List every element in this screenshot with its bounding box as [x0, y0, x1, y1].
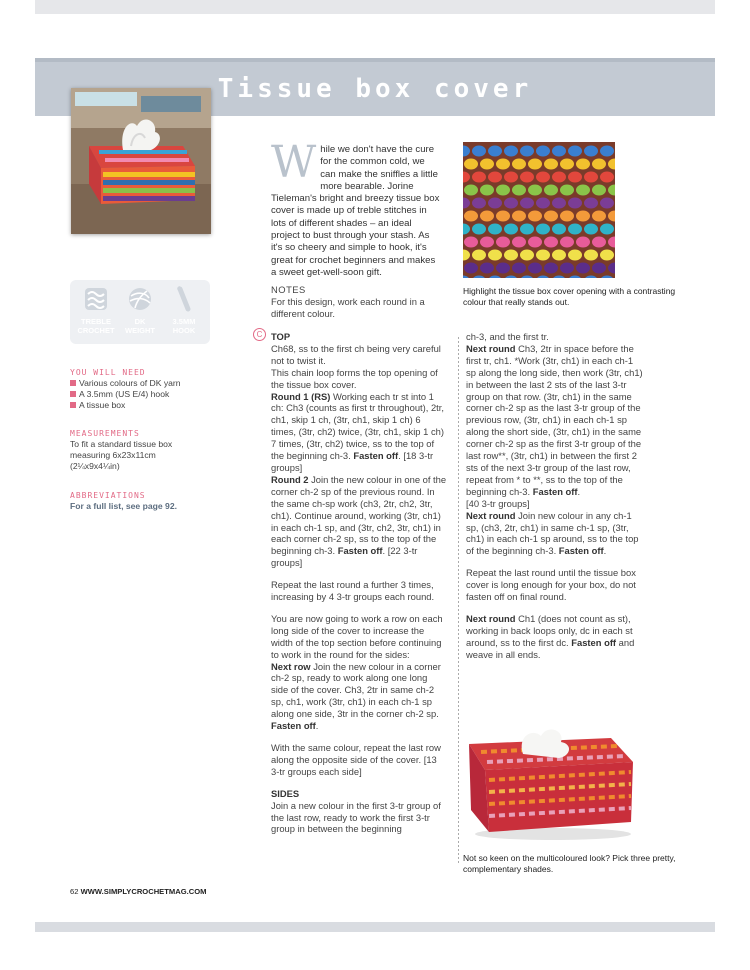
sides-heading: SIDES	[271, 787, 300, 799]
next-round-2: Next round Join new colour in any ch-1 sp, (ch3, 2tr, ch1) in same ch-1 sp, (3tr, ch1) in each ch-1 sp around, ss to the top of the beginning ch-3. Fasten off.	[466, 509, 639, 557]
top-text-1: Ch68, ss to the first ch being very careful not to twist it.	[271, 342, 441, 366]
same-colour-text: With the same colour, repeat the last row along the opposite side of the cover. [13 3-tr groups each side]	[271, 742, 441, 777]
intro-text: hile we don't have the cure for the common cold, we can make the sniffles a little more bearable. Jorine Tieleman's bright and breezy tissue box cover is made up of treble stitches in lots of different shades – an ideal project to bust through your stash. As it's so cheery and simple to hook, it's great for crochet beginners and makes a sweet get-well-soon gift.	[271, 144, 440, 278]
yarn-ball-icon	[127, 286, 153, 312]
column-divider	[458, 337, 459, 865]
bottom-photo-caption: Not so keen on the multicoloured look? Pick three pretty, complementary shades.	[463, 853, 676, 874]
measurements-heading: MEASUREMENTS	[70, 429, 140, 438]
page-footer	[70, 887, 206, 896]
list-item: Various colours of DK yarn	[70, 378, 220, 389]
icon-label-line2: WEIGHT	[125, 326, 155, 335]
notes-heading: NOTES	[271, 284, 306, 295]
icon-label-line2: HOOK	[172, 326, 196, 335]
abbreviations-heading: ABBREVIATIONS	[70, 491, 146, 500]
page-title: Tissue box cover	[217, 74, 533, 104]
treble-crochet-icon	[83, 286, 109, 312]
icon-label-line1: 3.5MM	[172, 317, 196, 326]
icon-dk-weight	[119, 286, 161, 335]
notes-text: For this design, work each round in a different colour.	[271, 295, 425, 319]
icon-label-line1: TREBLE	[81, 317, 111, 326]
next-row: Next row Join the new colour in a corner ch-2 sp, ready to work along one long side of the cover. Ch3, 2tr in same ch-2 sp, ch1, work (3tr, ch1) in each ch-1 sp along one side, 3tr in the corner ch-2 sp. Fasten off.	[271, 660, 441, 732]
round-2: Round 2 Join the new colour in one of the corner ch-2 sp of the previous round. In the same ch-sp work (ch3, 2tr, ch2, 3tr, ch1). Continue around, working (3tr, ch1) in each ch-1 sp, and (3tr, ch2, 3tr, ch1) in each corner ch-2 sp, ss to the top of the beginning ch-3. Fasten off. [22 3-tr groups]	[271, 473, 447, 569]
next-round-3: Next round Ch1 (does not count as st), working in back loops only, dc in each st around, ss to the first dc. Fasten off and weave in all ends.	[466, 612, 635, 660]
instructions-column-left	[271, 331, 447, 835]
drop-cap: W	[271, 137, 317, 188]
intro-paragraph	[271, 137, 441, 279]
abbreviations-section	[70, 490, 220, 512]
icon-label-line2: CROCHET	[77, 326, 115, 335]
measurements-line: (2¼x9x4¼in)	[70, 461, 120, 471]
group-count: [40 3-tr groups]	[466, 497, 530, 509]
repeat-until-text: Repeat the last round until the tissue box cover is long enough for your box, do not fasten off on final round.	[466, 567, 636, 603]
page-number: 62	[70, 887, 79, 896]
footer-url[interactable]: WWW.SIMPLYCROCHETMAG.COM	[80, 887, 207, 896]
sides-text: Join a new colour in the first 3-tr group of the last row, ready to work the first 3-tr group in between the beginning	[271, 799, 441, 835]
bullet-icon	[70, 402, 76, 408]
top-photo-caption: Highlight the tissue box cover opening with a contrasting colour that really stands out.	[463, 286, 676, 307]
title-band-stripe	[35, 58, 715, 62]
icon-treble-crochet	[75, 286, 117, 335]
you-will-need-heading: YOU WILL NEED	[70, 368, 146, 377]
you-will-need-section	[70, 367, 220, 411]
product-photo	[71, 88, 211, 234]
page-bottom-edge	[35, 922, 715, 932]
hook-icon	[171, 286, 197, 312]
tissue-box-photo-image	[71, 88, 211, 234]
page-top-edge	[35, 0, 715, 14]
repeat-text: Repeat the last round a further 3 times, increasing by 4 3-tr groups each round.	[271, 579, 435, 603]
notes-section	[271, 284, 446, 320]
measurements-section	[70, 428, 220, 472]
measurements-line: measuring 6x23x11cm	[70, 450, 156, 460]
top-heading: TOP	[271, 331, 291, 342]
continued-text: ch-3, and the first tr.	[466, 331, 549, 342]
granny-stripe-closeup-image	[463, 142, 615, 278]
list-item: A 3.5mm (US E/4) hook	[70, 389, 220, 400]
alternative-tissue-box-image	[461, 718, 641, 842]
measurements-line: To fit a standard tissue box	[70, 439, 173, 449]
bullet-icon	[70, 391, 76, 397]
list-item: A tissue box	[70, 400, 220, 411]
icon-label-line1: DK	[134, 317, 146, 326]
round-1: Round 1 (RS) Working each tr st into 1 ch: Ch3 (counts as first tr throughout), 2tr, ch1, skip 1 ch, (3tr, ch1, skip 1 ch) 6 times, (3tr, ch2) twice, (3tr, ch1, skip 1 ch) 7 times, (3tr, ch2) twice, ss to the top of the beginning ch-3. Fasten off. [18 3-tr groups]	[271, 390, 444, 473]
copyright-icon: C	[253, 328, 266, 341]
pattern-icons-panel	[70, 280, 210, 344]
next-round-1: Next round Ch3, 2tr in space before the first tr, ch1. *Work (3tr, ch1) in each ch-1 sp along the long side, then work (3tr, ch1) in between the last 2 sts of the last 3-tr group on that row. (3tr, ch1) in the same corner ch-2 sp as the last 3-tr group of the previous row, (3tr, ch1) in each ch-1 sp along the short side, (3tr, ch1) in the same corner ch-2 sp as the first 3-tr group of the last row**, (3tr, ch1) in between the first 2 sts of the next 3-tr group of the last row, repeat from * to **, ss to the top of the beginning ch-3. Fasten off.	[466, 342, 643, 497]
top-text-2: This chain loop forms the top opening of the tissue box cover.	[271, 366, 438, 390]
icon-hook-size	[163, 286, 205, 335]
bullet-icon	[70, 380, 76, 386]
row-intro: You are now going to work a row on each long side of the cover to increase the width of the top section before continuing to work in the round for the sides:	[271, 612, 443, 660]
abbreviations-link[interactable]: For a full list, see page 92.	[70, 501, 177, 511]
instructions-column-right	[466, 331, 644, 661]
